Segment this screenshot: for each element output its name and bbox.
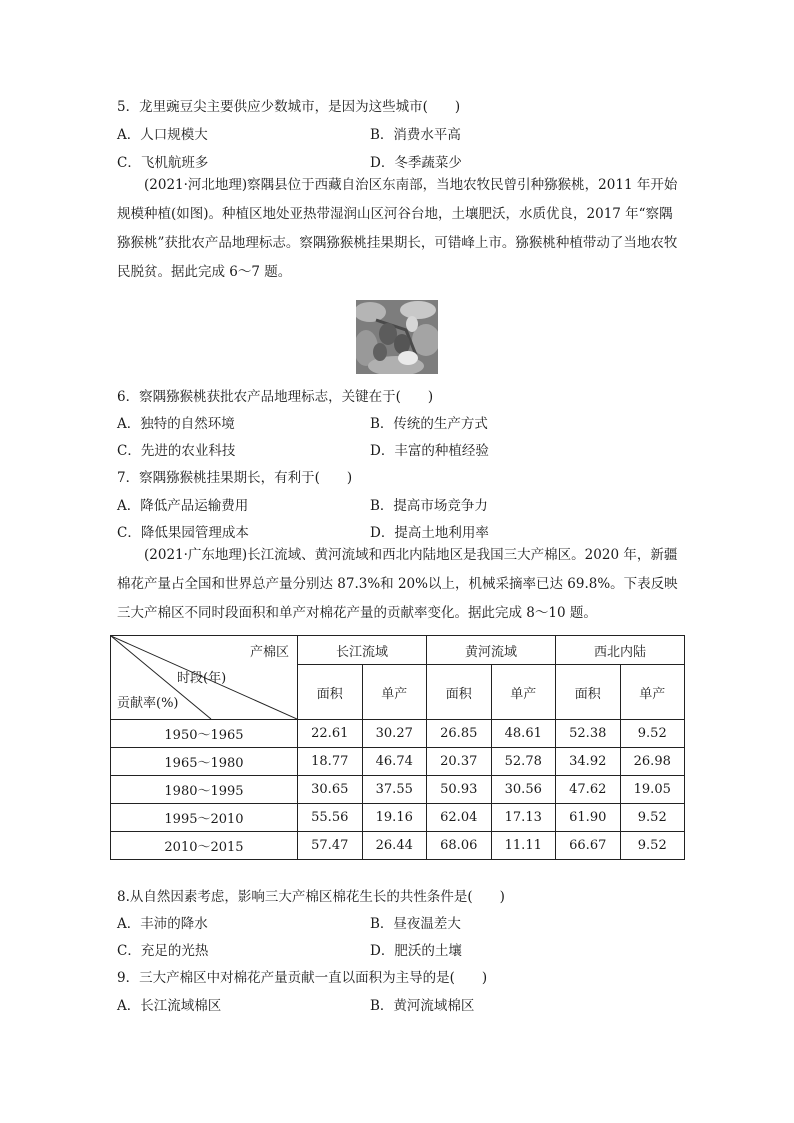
- value-cell: 61.90: [556, 804, 621, 832]
- table-row: [111, 804, 685, 832]
- subheader-yield: 单产: [362, 665, 427, 720]
- value-cell: 30.27: [362, 720, 427, 748]
- q9-option-b: B．黄河流域棉区: [370, 998, 475, 1014]
- value-cell: 18.77: [298, 748, 363, 776]
- q5-option-c: C．飞机航班多: [117, 155, 209, 171]
- q7-option-c: C．降低果园管理成本: [117, 525, 249, 541]
- table-row: [111, 776, 685, 804]
- value-cell: 9.52: [620, 804, 685, 832]
- value-cell: 20.37: [427, 748, 492, 776]
- period-cell: 2010～2015: [111, 832, 298, 860]
- q6-option-b: B．传统的生产方式: [370, 416, 488, 432]
- period-cell: 1995～2010: [111, 804, 298, 832]
- cotton-contribution-table: [110, 635, 685, 860]
- q7-option-a: A．降低产品运输费用: [117, 498, 249, 514]
- period-cell: 1980～1995: [111, 776, 298, 804]
- value-cell: 52.78: [491, 748, 556, 776]
- subheader-area: 面积: [298, 665, 363, 720]
- value-cell: 30.56: [491, 776, 556, 804]
- subheader-area: 面积: [427, 665, 492, 720]
- q8-option-a: A．丰沛的降水: [117, 916, 208, 932]
- value-cell: 55.56: [298, 804, 363, 832]
- q6-option-d: D．丰富的种植经验: [370, 443, 489, 459]
- q5-option-a: A．人口规模大: [117, 127, 208, 143]
- table-row: [111, 832, 685, 860]
- q9-option-a: A．长江流域棉区: [117, 998, 222, 1014]
- q6-option-a: A．独特的自然环境: [117, 416, 235, 432]
- value-cell: 9.52: [620, 832, 685, 860]
- subheader-yield: 单产: [620, 665, 685, 720]
- value-cell: 19.16: [362, 804, 427, 832]
- value-cell: 9.52: [620, 720, 685, 748]
- period-cell: 1950～1965: [111, 720, 298, 748]
- value-cell: 47.62: [556, 776, 621, 804]
- subheader-yield: 单产: [491, 665, 556, 720]
- value-cell: 68.06: [427, 832, 492, 860]
- table-row: [111, 720, 685, 748]
- corner-label-period: 时段(年): [177, 671, 227, 686]
- period-cell: 1965～1980: [111, 748, 298, 776]
- corner-label-region: 产棉区: [249, 645, 289, 660]
- q8-option-d: D．肥沃的土壤: [370, 943, 462, 959]
- value-cell: 46.74: [362, 748, 427, 776]
- value-cell: 26.44: [362, 832, 427, 860]
- table-corner-cell: [111, 636, 298, 720]
- value-cell: 30.65: [298, 776, 363, 804]
- value-cell: 48.61: [491, 720, 556, 748]
- value-cell: 52.38: [556, 720, 621, 748]
- value-cell: 62.04: [427, 804, 492, 832]
- region-header-yellow-river: 黄河流域: [427, 636, 556, 665]
- q8-option-c: C．充足的光热: [117, 943, 209, 959]
- value-cell: 57.47: [298, 832, 363, 860]
- value-cell: 11.11: [491, 832, 556, 860]
- passage-kiwifruit: (2021·河北地理)察隅县位于西藏自治区东南部，当地农牧民曾引种猕猴桃，2011 年开始规模种植(如图)。种植区地处亚热带湿润山区河谷台地，土壤肥沃，水质优良，2017 年“察隅猕猴桃”获批农产品地理标志。察隅猕猴桃挂果期长，可错峰上市。猕猴桃种植带动了当地农牧民脱贫。据此完成 6～7 题。: [117, 177, 678, 280]
- q7-option-b: B．提高市场竞争力: [370, 498, 488, 514]
- subheader-area: 面积: [556, 665, 621, 720]
- table-row: [111, 748, 685, 776]
- value-cell: 50.93: [427, 776, 492, 804]
- value-cell: 22.61: [298, 720, 363, 748]
- value-cell: 19.05: [620, 776, 685, 804]
- region-header-yangtze: 长江流域: [298, 636, 427, 665]
- corner-label-contribution: 贡献率(%): [117, 696, 179, 711]
- q7-option-d: D．提高土地利用率: [370, 525, 489, 541]
- q8-stem: 8.从自然因素考虑，影响三大产棉区棉花生长的共性条件是( ): [117, 889, 505, 905]
- region-header-northwest: 西北内陆: [556, 636, 685, 665]
- q8-option-b: B．昼夜温差大: [370, 916, 461, 932]
- value-cell: 26.98: [620, 748, 685, 776]
- kiwifruit-photo: [356, 300, 438, 374]
- value-cell: 17.13: [491, 804, 556, 832]
- value-cell: 26.85: [427, 720, 492, 748]
- q7-stem: 7．察隅猕猴桃挂果期长，有利于( ): [117, 470, 353, 486]
- value-cell: 37.55: [362, 776, 427, 804]
- q5-option-b: B．消费水平高: [370, 127, 461, 143]
- q5-stem: 5．龙里豌豆尖主要供应少数城市，是因为这些城市( ): [117, 99, 461, 115]
- q9-stem: 9．三大产棉区中对棉花产量贡献一直以面积为主导的是( ): [117, 970, 488, 986]
- q6-stem: 6．察隅猕猴桃获批农产品地理标志，关键在于( ): [117, 389, 434, 405]
- q5-option-d: D．冬季蔬菜少: [370, 155, 462, 171]
- passage-cotton: (2021·广东地理)长江流域、黄河流域和西北内陆地区是我国三大产棉区。2020 年，新疆棉花产量占全国和世界总产量分别达 87.3%和 20%以上，机械采摘率已达 69.8%。下表反映三大产棉区不同时段面积和单产对棉花产量的贡献率变化。据此完成 8～10 题。: [117, 547, 678, 621]
- value-cell: 66.67: [556, 832, 621, 860]
- value-cell: 34.92: [556, 748, 621, 776]
- q6-option-c: C．先进的农业科技: [117, 443, 236, 459]
